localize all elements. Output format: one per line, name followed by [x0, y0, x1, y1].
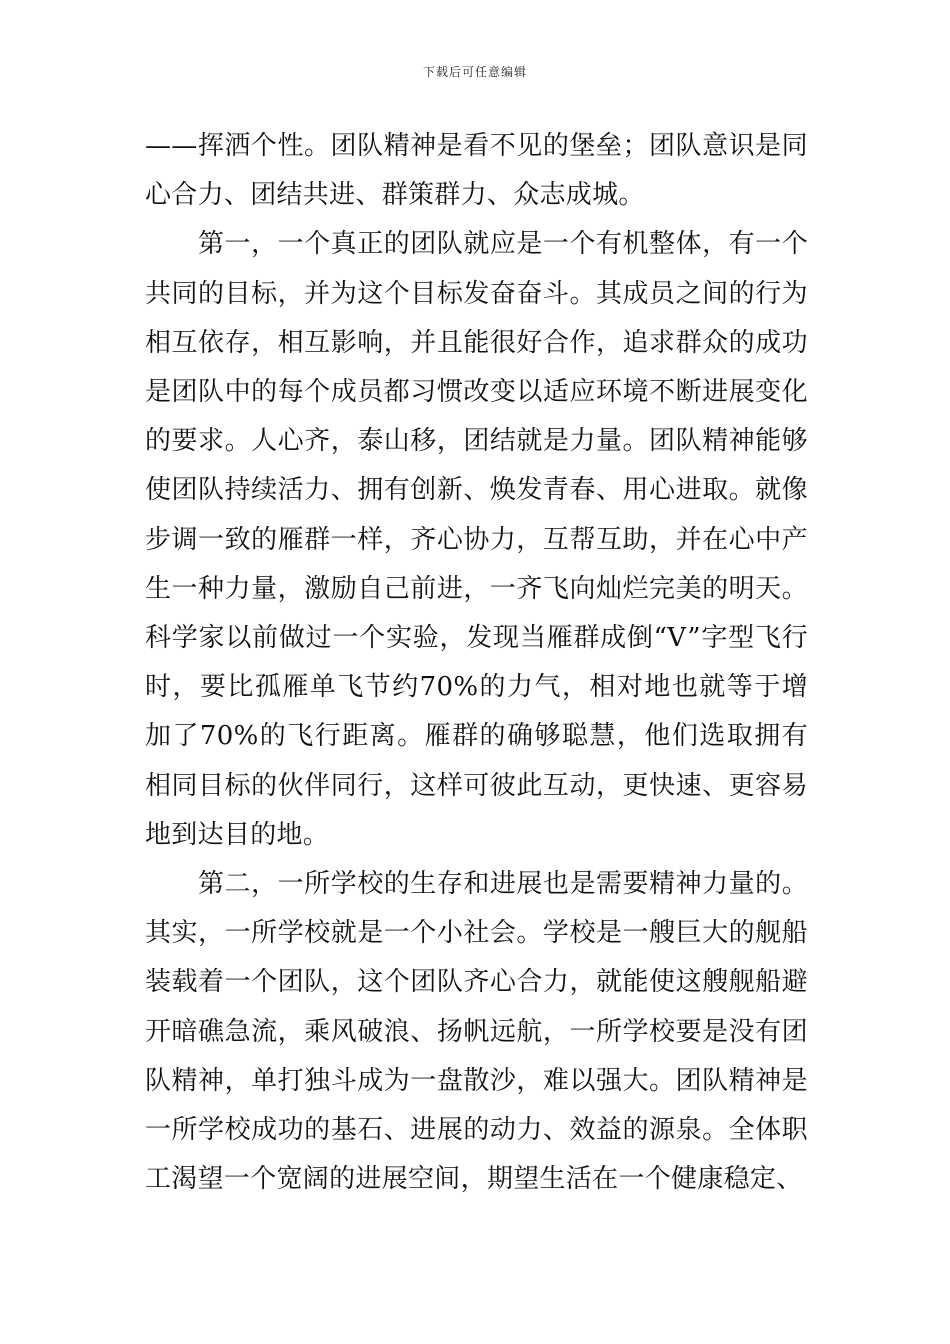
page-header: 下载后可任意编辑 [422, 65, 527, 79]
paragraph-3: 第二，一所学校的生存和进展也是需要精神力量的。其实，一所学校就是一个小社会。学校是一艘巨大的舰船装载着一个团队，这个团队齐心合力，就能使这艘舰船避开暗礁急流，乘风破浪、扬帆远航，一所学校要是没有团队精神，单打独斗成为一盘散沙，难以强大。团队精神是一所学校成功的基石、进展的动力、效益的源泉。全体职工渴望一个宽阔的进展空间，期望生活在一个健康稳定、 [145, 869, 808, 1195]
paragraph-2: 第一，一个真正的团队就应是一个有机整体，有一个共同的目标，并为这个目标发奋奋斗。其成员之间的行为相互依存，相互影响，并且能很好合作，追求群众的成功是团队中的每个成员都习惯改变以适应环境不断进展变化的要求。人心齐，泰山移，团结就是力量。团队精神能够使团队持续活力、拥有创新、焕发青春、用心进取。就像步调一致的雁群一样，齐心协力，互帮互助，并在心中产生一种力量，激励自己前进，一齐飞向灿烂完美的明天。科学家以前做过一个实验，发现当雁群成倒“V”字型飞行时，要比孤雁单飞节约70%的力气，相对地也就等于增加了70%的飞行距离。雁群的确够聪慧，他们选取拥有相同目标的伙伴同行，这样可彼此互动，更快速、更容易地到达目的地。 [145, 229, 808, 850]
paragraph-1: ——挥洒个性。团队精神是看不见的堡垒；团队意识是同心合力、团结共进、群策群力、众志成城。 [145, 131, 808, 211]
document-body [145, 122, 808, 1204]
